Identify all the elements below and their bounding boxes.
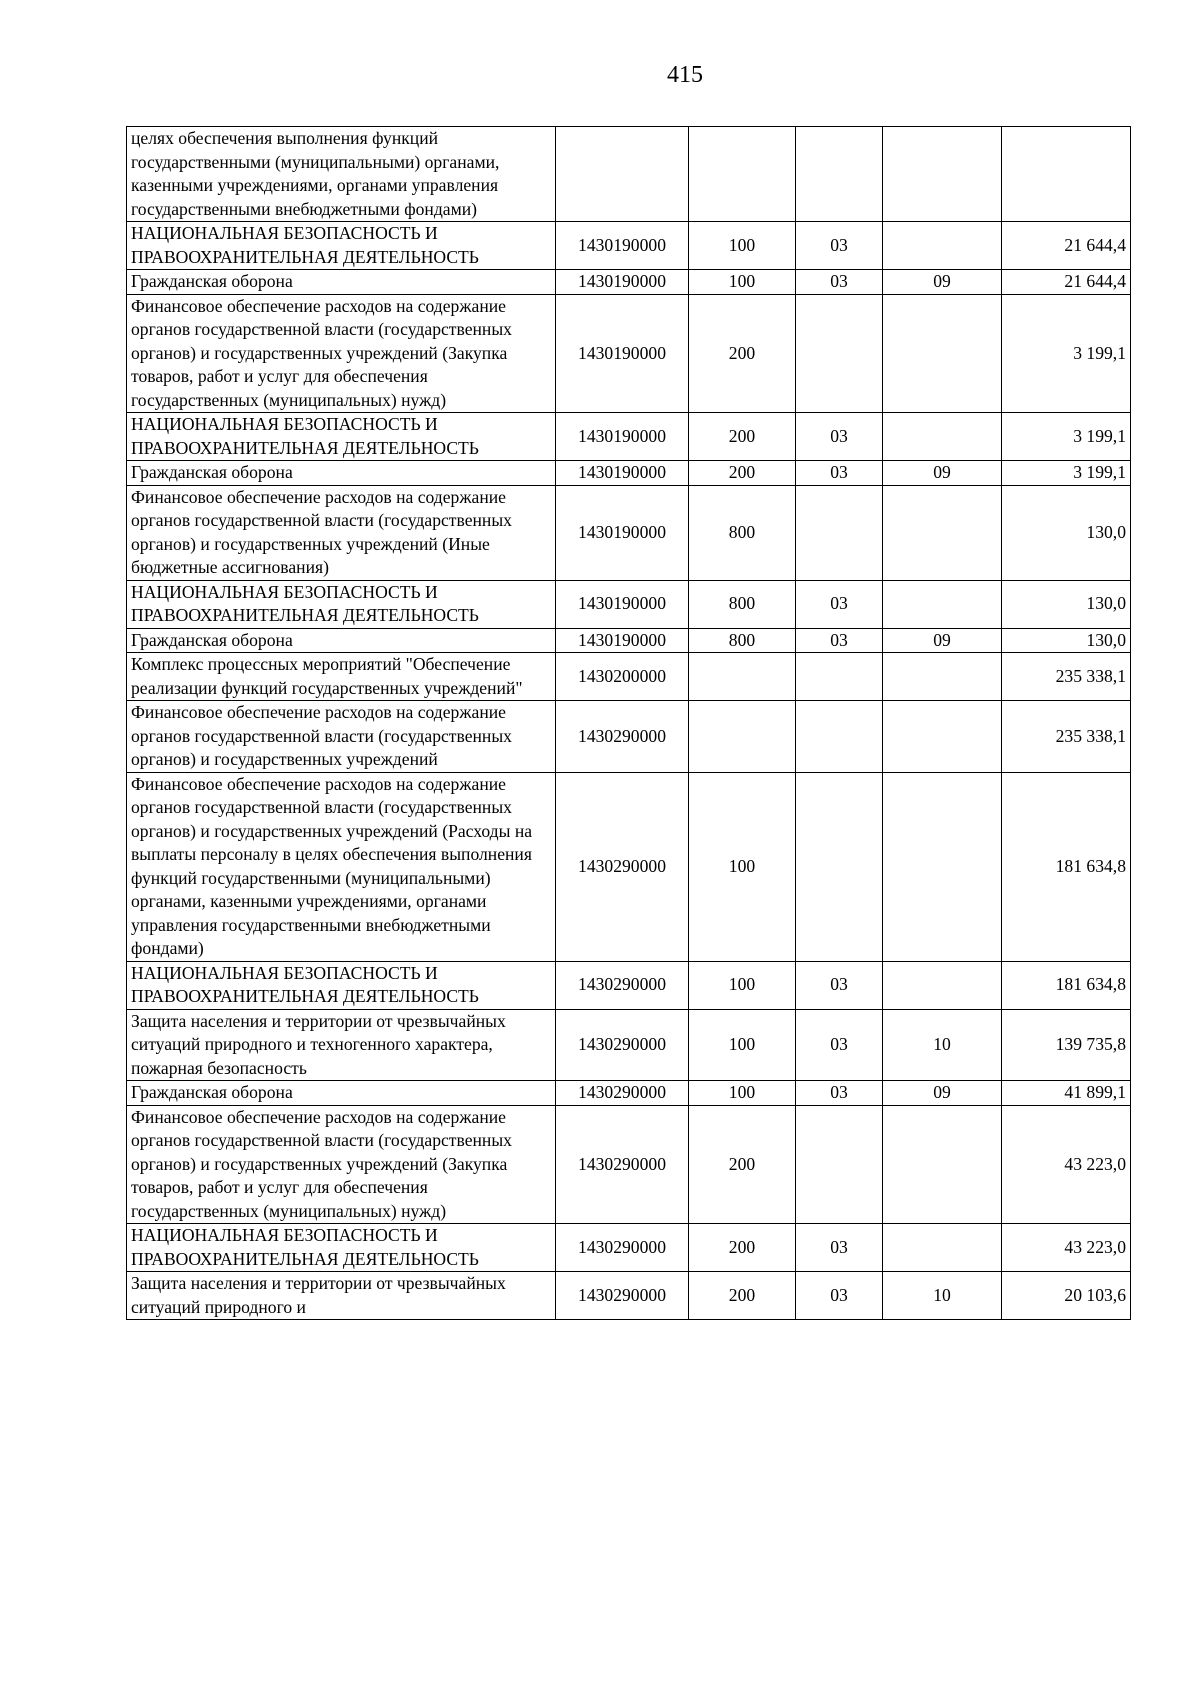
row-pr — [883, 1105, 1002, 1224]
row-csr: 1430190000 — [556, 628, 689, 653]
row-pr — [883, 294, 1002, 413]
row-rz — [796, 772, 883, 961]
table-row — [127, 701, 1131, 773]
row-sum: 235 338,1 — [1002, 701, 1131, 773]
table-row — [127, 628, 1131, 653]
row-csr: 1430290000 — [556, 1224, 689, 1272]
row-name: НАЦИОНАЛЬНАЯ БЕЗОПАСНОСТЬ И ПРАВООХРАНИТЕЛЬНАЯ ДЕЯТЕЛЬНОСТЬ — [127, 413, 556, 461]
row-name: Гражданская оборона — [127, 270, 556, 295]
row-csr: 1430290000 — [556, 1081, 689, 1106]
row-rz: 03 — [796, 222, 883, 270]
row-rz — [796, 127, 883, 222]
row-csr: 1430190000 — [556, 294, 689, 413]
row-rz: 03 — [796, 1081, 883, 1106]
row-pr — [883, 485, 1002, 580]
row-pr — [883, 580, 1002, 628]
table-row — [127, 1272, 1131, 1320]
row-vr: 200 — [689, 413, 796, 461]
row-sum: 235 338,1 — [1002, 653, 1131, 701]
table-row — [127, 294, 1131, 413]
row-name: Гражданская оборона — [127, 1081, 556, 1106]
table-row — [127, 653, 1131, 701]
row-vr: 100 — [689, 961, 796, 1009]
row-csr: 1430200000 — [556, 653, 689, 701]
row-name: Гражданская оборона — [127, 628, 556, 653]
page-number: 415 — [667, 62, 703, 88]
table-row — [127, 485, 1131, 580]
row-vr: 100 — [689, 270, 796, 295]
row-name: целях обеспечения выполнения функций государственными (муниципальными) органами, казенными учреждениями, органами управления государственными внебюджетными фондами) — [127, 127, 556, 222]
row-rz: 03 — [796, 461, 883, 486]
row-sum: 21 644,4 — [1002, 222, 1131, 270]
row-csr: 1430290000 — [556, 1009, 689, 1081]
row-name: НАЦИОНАЛЬНАЯ БЕЗОПАСНОСТЬ И ПРАВООХРАНИТЕЛЬНАЯ ДЕЯТЕЛЬНОСТЬ — [127, 961, 556, 1009]
row-sum: 139 735,8 — [1002, 1009, 1131, 1081]
row-rz — [796, 485, 883, 580]
row-pr: 09 — [883, 628, 1002, 653]
row-sum: 130,0 — [1002, 580, 1131, 628]
row-csr: 1430190000 — [556, 270, 689, 295]
row-vr — [689, 701, 796, 773]
table-row — [127, 772, 1131, 961]
row-sum: 43 223,0 — [1002, 1224, 1131, 1272]
row-vr: 800 — [689, 628, 796, 653]
row-rz: 03 — [796, 580, 883, 628]
row-vr: 200 — [689, 294, 796, 413]
row-csr: 1430190000 — [556, 485, 689, 580]
row-csr: 1430190000 — [556, 413, 689, 461]
row-pr: 09 — [883, 270, 1002, 295]
row-pr: 10 — [883, 1009, 1002, 1081]
row-pr: 09 — [883, 1081, 1002, 1106]
row-pr — [883, 222, 1002, 270]
row-name: Финансовое обеспечение расходов на содержание органов государственной власти (государственных органов) и государственных учреждений — [127, 701, 556, 773]
row-sum: 181 634,8 — [1002, 772, 1131, 961]
row-name: Финансовое обеспечение расходов на содержание органов государственной власти (государственных органов) и государственных учреждений (Закупка товаров, работ и услуг для обеспечения государственных (муниципальных) нужд) — [127, 1105, 556, 1224]
row-name: Финансовое обеспечение расходов на содержание органов государственной власти (государственных органов) и государственных учреждений (Иные бюджетные ассигнования) — [127, 485, 556, 580]
row-rz — [796, 701, 883, 773]
row-vr: 100 — [689, 1009, 796, 1081]
row-rz: 03 — [796, 628, 883, 653]
table-row — [127, 580, 1131, 628]
row-vr: 200 — [689, 1224, 796, 1272]
row-sum: 41 899,1 — [1002, 1081, 1131, 1106]
row-sum — [1002, 127, 1131, 222]
row-rz: 03 — [796, 1272, 883, 1320]
row-sum: 3 199,1 — [1002, 461, 1131, 486]
row-sum: 130,0 — [1002, 485, 1131, 580]
row-vr: 800 — [689, 580, 796, 628]
row-vr: 100 — [689, 772, 796, 961]
row-vr — [689, 127, 796, 222]
row-pr — [883, 413, 1002, 461]
row-name: Финансовое обеспечение расходов на содержание органов государственной власти (государственных органов) и государственных учреждений (Расходы на выплаты персоналу в целях обеспечения выполнения функций государственными (муниципальными) органами, казенными учреждениями, органами управления государственными внебюджетными фондами) — [127, 772, 556, 961]
table-row — [127, 1105, 1131, 1224]
row-name: Комплекс процессных мероприятий "Обеспечение реализации функций государственных учреждений" — [127, 653, 556, 701]
row-sum: 20 103,6 — [1002, 1272, 1131, 1320]
row-name: Гражданская оборона — [127, 461, 556, 486]
row-pr: 10 — [883, 1272, 1002, 1320]
row-rz — [796, 1105, 883, 1224]
row-name: НАЦИОНАЛЬНАЯ БЕЗОПАСНОСТЬ И ПРАВООХРАНИТЕЛЬНАЯ ДЕЯТЕЛЬНОСТЬ — [127, 1224, 556, 1272]
table-row — [127, 127, 1131, 222]
row-vr: 200 — [689, 1272, 796, 1320]
row-pr — [883, 701, 1002, 773]
row-csr: 1430290000 — [556, 1105, 689, 1224]
row-rz: 03 — [796, 270, 883, 295]
row-pr — [883, 127, 1002, 222]
row-pr — [883, 772, 1002, 961]
row-sum: 21 644,4 — [1002, 270, 1131, 295]
table-row — [127, 961, 1131, 1009]
table-row — [127, 270, 1131, 295]
row-rz: 03 — [796, 1009, 883, 1081]
row-name: НАЦИОНАЛЬНАЯ БЕЗОПАСНОСТЬ И ПРАВООХРАНИТЕЛЬНАЯ ДЕЯТЕЛЬНОСТЬ — [127, 222, 556, 270]
row-sum: 130,0 — [1002, 628, 1131, 653]
row-rz: 03 — [796, 1224, 883, 1272]
row-csr: 1430290000 — [556, 1272, 689, 1320]
row-csr: 1430190000 — [556, 580, 689, 628]
row-csr: 1430290000 — [556, 961, 689, 1009]
table-row — [127, 1081, 1131, 1106]
row-vr: 100 — [689, 222, 796, 270]
row-pr: 09 — [883, 461, 1002, 486]
row-rz: 03 — [796, 961, 883, 1009]
row-pr — [883, 653, 1002, 701]
table-row — [127, 413, 1131, 461]
row-vr: 800 — [689, 485, 796, 580]
table-row — [127, 222, 1131, 270]
row-pr — [883, 1224, 1002, 1272]
row-vr: 200 — [689, 461, 796, 486]
row-vr: 100 — [689, 1081, 796, 1106]
table-row — [127, 1224, 1131, 1272]
row-rz — [796, 653, 883, 701]
table-row — [127, 461, 1131, 486]
row-csr — [556, 127, 689, 222]
row-pr — [883, 961, 1002, 1009]
table-row — [127, 1009, 1131, 1081]
row-name: Защита населения и территории от чрезвычайных ситуаций природного и — [127, 1272, 556, 1320]
row-sum: 43 223,0 — [1002, 1105, 1131, 1224]
row-csr: 1430290000 — [556, 772, 689, 961]
row-name: НАЦИОНАЛЬНАЯ БЕЗОПАСНОСТЬ И ПРАВООХРАНИТЕЛЬНАЯ ДЕЯТЕЛЬНОСТЬ — [127, 580, 556, 628]
row-name: Защита населения и территории от чрезвычайных ситуаций природного и техногенного характера, пожарная безопасность — [127, 1009, 556, 1081]
row-sum: 3 199,1 — [1002, 413, 1131, 461]
row-csr: 1430290000 — [556, 701, 689, 773]
row-vr: 200 — [689, 1105, 796, 1224]
row-rz: 03 — [796, 413, 883, 461]
row-rz — [796, 294, 883, 413]
row-sum: 181 634,8 — [1002, 961, 1131, 1009]
row-csr: 1430190000 — [556, 222, 689, 270]
row-sum: 3 199,1 — [1002, 294, 1131, 413]
row-csr: 1430190000 — [556, 461, 689, 486]
row-name: Финансовое обеспечение расходов на содержание органов государственной власти (государственных органов) и государственных учреждений (Закупка товаров, работ и услуг для обеспечения государственных (муниципальных) нужд) — [127, 294, 556, 413]
budget-table — [126, 126, 1131, 1320]
row-vr — [689, 653, 796, 701]
